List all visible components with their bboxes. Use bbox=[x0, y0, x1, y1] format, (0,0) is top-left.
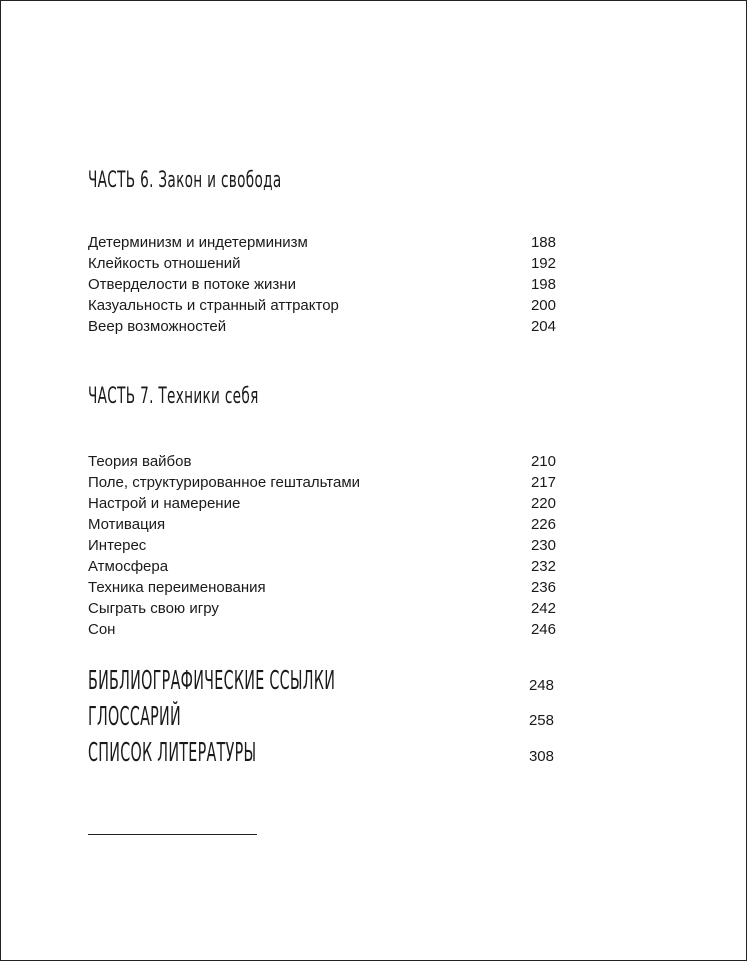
toc-entry-page: 242 bbox=[530, 600, 556, 617]
toc-entry bbox=[88, 619, 556, 640]
toc-entry-page: 232 bbox=[530, 558, 556, 575]
toc-entry-page: 217 bbox=[530, 474, 556, 491]
toc-entry-title: Интерес bbox=[88, 537, 147, 554]
glossary-page: 258 bbox=[528, 712, 554, 729]
part-6-toc-list bbox=[88, 232, 556, 337]
part-7-heading: ЧАСТЬ 7. Техники себя bbox=[88, 384, 259, 409]
toc-entry-title: Детерминизм и индетерминизм bbox=[88, 234, 308, 251]
toc-entry-page: 236 bbox=[530, 579, 556, 596]
toc-entry bbox=[88, 556, 556, 577]
toc-entry-page: 198 bbox=[530, 276, 556, 293]
part-6-heading: ЧАСТЬ 6. Закон и свобода bbox=[88, 168, 282, 193]
toc-entry-title: Сыграть свою игру bbox=[88, 600, 219, 617]
toc-entry-page: 200 bbox=[530, 297, 556, 314]
toc-entry-title: Поле, структурированное гештальтами bbox=[88, 474, 361, 491]
bibliographic-references-page: 248 bbox=[528, 677, 554, 694]
toc-entry-page: 230 bbox=[530, 537, 556, 554]
toc-entry bbox=[88, 577, 556, 598]
toc-entry-page: 226 bbox=[530, 516, 556, 533]
toc-entry bbox=[88, 316, 556, 337]
toc-entry-title: Сон bbox=[88, 621, 116, 638]
toc-entry-title: Техника переименования bbox=[88, 579, 266, 596]
toc-entry-page: 204 bbox=[530, 318, 556, 335]
toc-entry-page: 246 bbox=[530, 621, 556, 638]
toc-entry bbox=[88, 253, 556, 274]
toc-entry bbox=[88, 514, 556, 535]
toc-entry-title: Мотивация bbox=[88, 516, 166, 533]
toc-entry bbox=[88, 535, 556, 556]
toc-entry bbox=[88, 274, 556, 295]
bibliographic-references-heading: БИБЛИОГРАФИЧЕСКИЕ ССЫЛКИ bbox=[88, 666, 336, 696]
toc-entry-page: 192 bbox=[530, 255, 556, 272]
part-7-toc-list bbox=[88, 451, 556, 640]
literature-list-heading: СПИСОК ЛИТЕРАТУРЫ bbox=[88, 738, 257, 768]
literature-list-page: 308 bbox=[528, 748, 554, 765]
toc-entry-title: Отверделости в потоке жизни bbox=[88, 276, 296, 293]
toc-entry bbox=[88, 295, 556, 316]
toc-entry-title: Клейкость отношений bbox=[88, 255, 241, 272]
toc-entry-page: 220 bbox=[530, 495, 556, 512]
toc-entry bbox=[88, 598, 556, 619]
glossary-heading: ГЛОССАРИЙ bbox=[88, 702, 181, 732]
footer-rule bbox=[88, 834, 257, 835]
toc-entry bbox=[88, 451, 556, 472]
toc-entry bbox=[88, 493, 556, 514]
toc-entry-title: Теория вайбов bbox=[88, 453, 192, 470]
toc-entry-title: Казуальность и странный аттрактор bbox=[88, 297, 339, 314]
toc-entry-page: 210 bbox=[530, 453, 556, 470]
toc-entry-title: Веер возможностей bbox=[88, 318, 227, 335]
toc-entry bbox=[88, 232, 556, 253]
toc-entry bbox=[88, 472, 556, 493]
toc-entry-title: Настрой и намерение bbox=[88, 495, 241, 512]
toc-entry-title: Атмосфера bbox=[88, 558, 169, 575]
toc-entry-page: 188 bbox=[530, 234, 556, 251]
